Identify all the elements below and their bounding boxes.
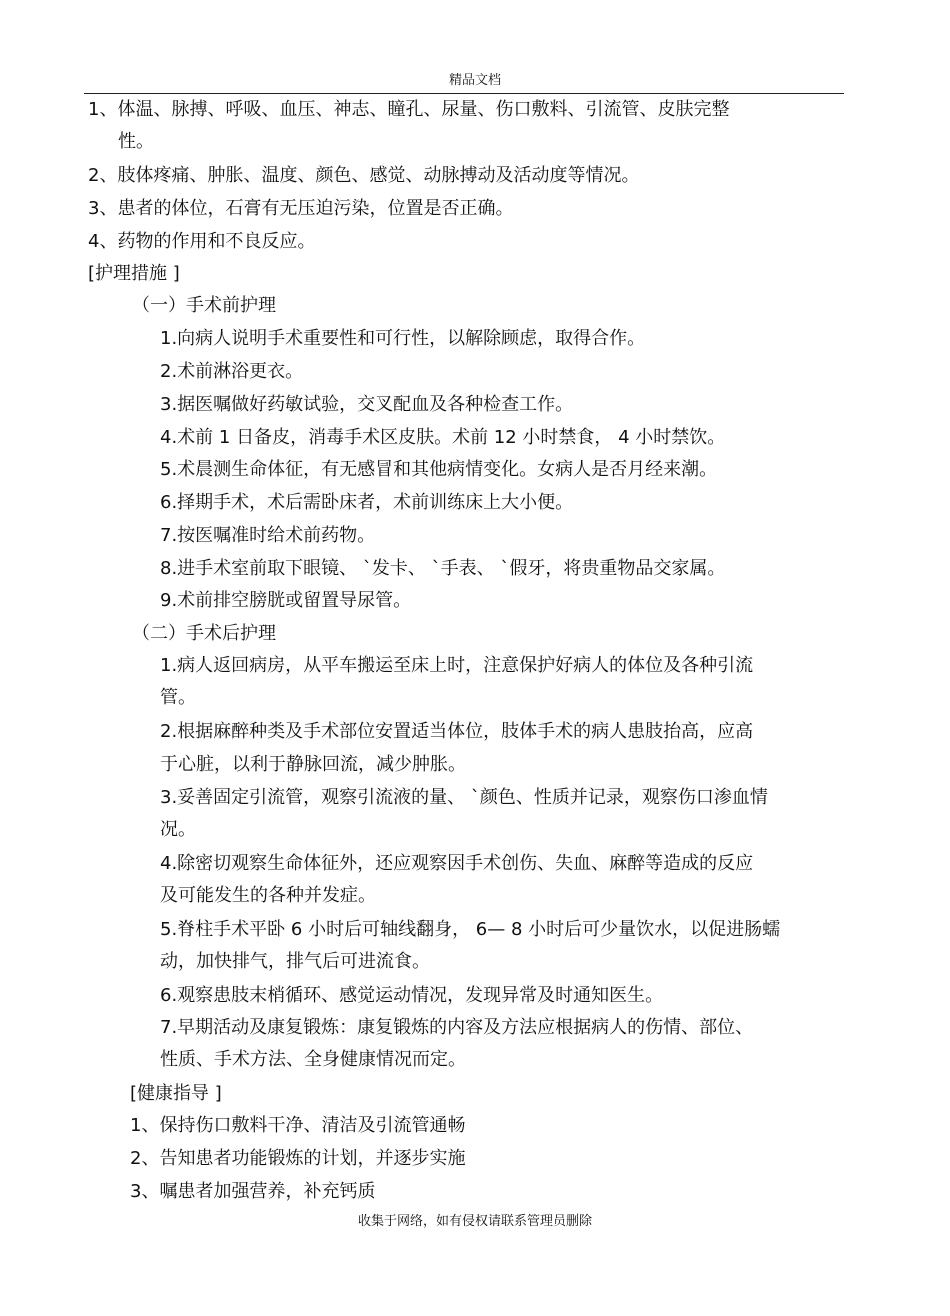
- observation-item-3: 3、患者的体位，石膏有无压迫污染，位置是否正确。: [88, 198, 514, 219]
- observation-item-1-cont: 性。: [118, 131, 154, 152]
- postop-item-7: 7.早期活动及康复锻炼：康复锻炼的内容及方法应根据病人的伤情、部位、: [160, 1017, 754, 1038]
- observation-item-4: 4、药物的作用和不良反应。: [88, 231, 316, 252]
- postop-item-6: 6.观察患肢末梢循环、感觉运动情况，发现异常及时通知医生。: [160, 985, 664, 1006]
- preop-item-1: 1.向病人说明手术重要性和可行性，以解除顾虑，取得合作。: [160, 328, 646, 349]
- postop-item-2-cont: 于心脏，以利于静脉回流，减少肿胀。: [160, 754, 466, 775]
- observation-item-1: 1、体温、脉搏、呼吸、血压、神志、瞳孔、尿量、伤口敷料、引流管、皮肤完整: [88, 99, 730, 120]
- preop-item-6: 6.择期手术，术后需卧床者，术前训练床上大小便。: [160, 492, 574, 513]
- subheading-preoperative: （一）手术前护理: [132, 295, 276, 316]
- postop-item-7-cont: 性质、手术方法、全身健康情况而定。: [160, 1049, 466, 1070]
- section-heading-nursing: [护理措施 ]: [88, 263, 180, 284]
- preop-item-7: 7.按医嘱准时给术前药物。: [160, 525, 376, 546]
- section-heading-health: [健康指导 ]: [130, 1083, 222, 1104]
- postop-item-4-cont: 及可能发生的各种并发症。: [160, 885, 376, 906]
- preop-item-3: 3.据医嘱做好药敏试验，交叉配血及各种检查工作。: [160, 394, 574, 415]
- preop-item-9: 9.术前排空膀胱或留置导尿管。: [160, 590, 412, 611]
- postop-item-5-cont: 动，加快排气，排气后可进流食。: [160, 951, 430, 972]
- postop-item-1: 1.病人返回病房，从平车搬运至床上时，注意保护好病人的体位及各种引流: [160, 655, 754, 676]
- postop-item-5: 5.脊柱手术平卧 6 小时后可轴线翻身， 6— 8 小时后可少量饮水，以促进肠蠕: [160, 919, 781, 940]
- preop-item-5: 5.术晨测生命体征，有无感冒和其他病情变化。女病人是否月经来潮。: [160, 459, 718, 480]
- subheading-postoperative: （二）手术后护理: [132, 623, 276, 644]
- postop-item-3: 3.妥善固定引流管，观察引流液的量、 `颜色、性质并记录，观察伤口渗血情: [160, 787, 768, 808]
- health-item-1: 1、保持伤口敷料干净、清洁及引流管通畅: [130, 1115, 466, 1136]
- preop-item-8: 8.进手术室前取下眼镜、 `发卡、 `手表、 `假牙，将贵重物品交家属。: [160, 558, 726, 579]
- postop-item-4: 4.除密切观察生命体征外，还应观察因手术创伤、失血、麻醉等造成的反应: [160, 853, 754, 874]
- header-rule: [84, 93, 844, 94]
- page-header: 精品文档: [448, 73, 501, 88]
- preop-item-4: 4.术前 1 日备皮，消毒手术区皮肤。术前 12 小时禁食， 4 小时禁饮。: [160, 427, 726, 448]
- observation-item-2: 2、肢体疼痛、肿胀、温度、颜色、感觉、动脉搏动及活动度等情况。: [88, 165, 640, 186]
- health-item-2: 2、告知患者功能锻炼的计划，并逐步实施: [130, 1148, 466, 1169]
- health-item-3: 3、嘱患者加强营养，补充钙质: [130, 1181, 376, 1202]
- postop-item-1-cont: 管。: [160, 687, 196, 708]
- preop-item-2: 2.术前淋浴更衣。: [160, 361, 304, 382]
- page-footer: 收集于网络，如有侵权请联系管理员删除: [357, 1214, 592, 1229]
- postop-item-3-cont: 况。: [160, 819, 196, 840]
- postop-item-2: 2.根据麻醉种类及手术部位安置适当体位，肢体手术的病人患肢抬高，应高: [160, 721, 754, 742]
